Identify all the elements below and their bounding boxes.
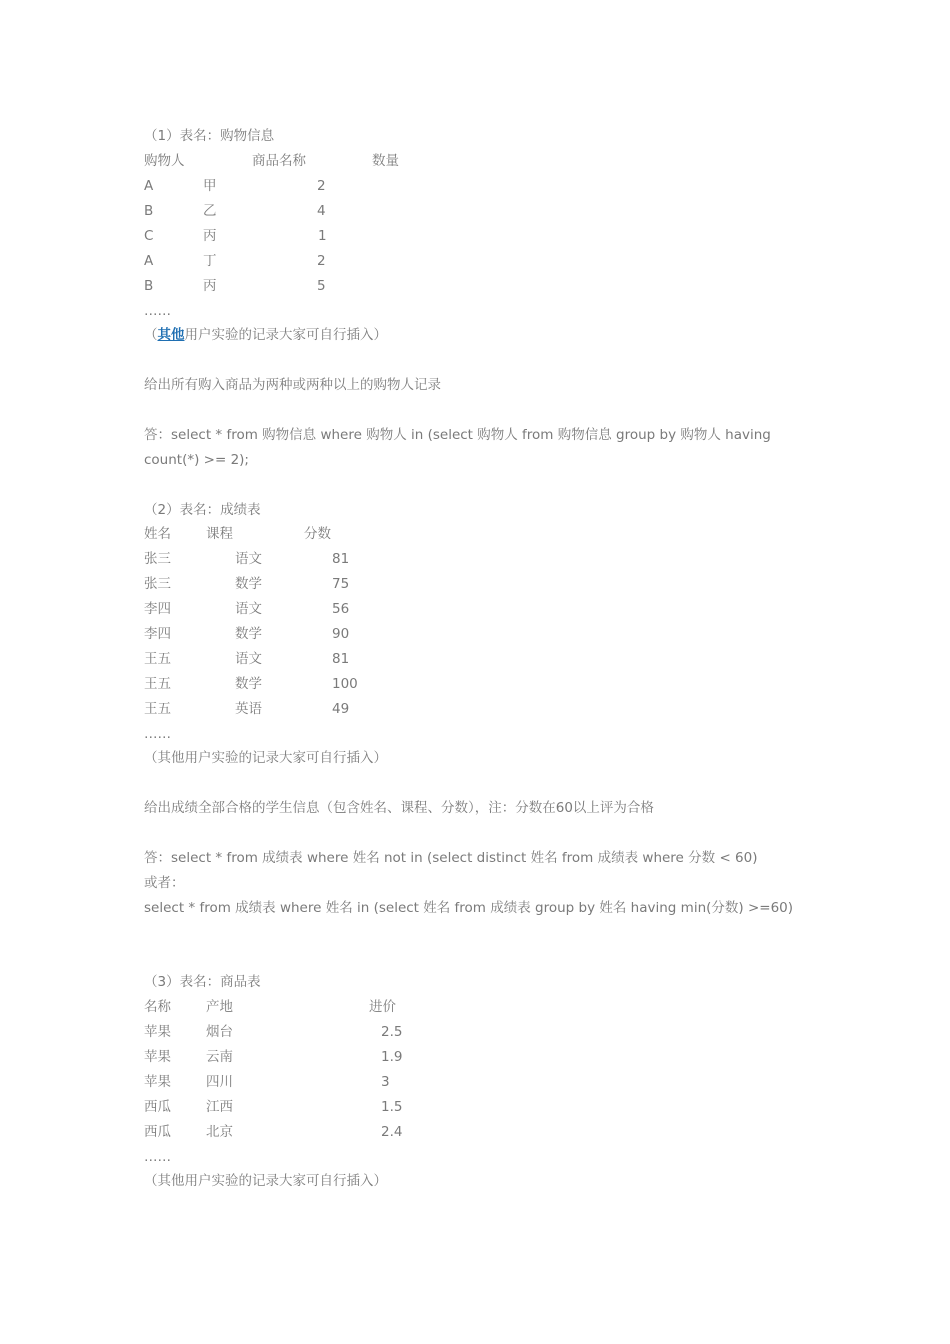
table-cell: 5 xyxy=(317,278,326,294)
section2-answer-line2: select * from 成绩表 where 姓名 in (select 姓名 from 成绩表 group by 姓名 having min(分数) >=60) xyxy=(144,900,794,916)
header-cell: 商品名称 xyxy=(252,153,306,169)
table-cell: 2.5 xyxy=(381,1024,403,1040)
table-cell: 81 xyxy=(332,551,350,567)
table-cell: 丙 xyxy=(203,278,217,294)
table-cell: 张三 xyxy=(144,576,171,592)
table-cell: 王五 xyxy=(144,651,171,667)
header-cell: 产地 xyxy=(206,999,233,1015)
section3-note: （其他用户实验的记录大家可自行插入） xyxy=(144,1173,387,1189)
table-cell: 81 xyxy=(332,651,350,667)
table-cell: 数学 xyxy=(235,626,262,642)
section1-answer-line1: 答：select * from 购物信息 where 购物人 in (select 购物人 from 购物信息 group by 购物人 having xyxy=(144,427,771,443)
table-cell: A xyxy=(144,253,154,269)
ellipsis: …… xyxy=(144,1149,171,1165)
table-cell: 乙 xyxy=(203,203,217,219)
table-cell: 苹果 xyxy=(144,1024,171,1040)
table-cell: 丙 xyxy=(203,228,217,244)
table-cell: 1 xyxy=(318,228,327,244)
section1-answer-line2: count(*) >= 2); xyxy=(144,452,249,468)
ellipsis: …… xyxy=(144,303,171,319)
section2-note: （其他用户实验的记录大家可自行插入） xyxy=(144,750,387,766)
header-cell: 名称 xyxy=(144,999,171,1015)
table-cell: 烟台 xyxy=(206,1024,233,1040)
note-text: 用户实验的记录大家可自行插入） xyxy=(184,327,387,343)
header-cell: 数量 xyxy=(372,153,399,169)
table-cell: 李四 xyxy=(144,626,171,642)
table-cell: 张三 xyxy=(144,551,171,567)
table-cell: 1.5 xyxy=(381,1099,403,1115)
other-link[interactable]: 其他 xyxy=(157,327,185,343)
section2-title: （2）表名：成绩表 xyxy=(144,502,261,518)
table-cell: 1.9 xyxy=(381,1049,403,1065)
table-cell: 90 xyxy=(332,626,350,642)
section2-answer-or: 或者： xyxy=(144,875,185,891)
table-cell: 四川 xyxy=(206,1074,233,1090)
header-cell: 购物人 xyxy=(144,153,185,169)
note-open: （ xyxy=(144,327,158,343)
table-cell: 49 xyxy=(332,701,350,717)
table-cell: 英语 xyxy=(235,701,262,717)
section2-answer-line1: 答：select * from 成绩表 where 姓名 not in (select distinct 姓名 from 成绩表 where 分数 < 60) xyxy=(144,850,758,866)
section3-title: （3）表名：商品表 xyxy=(144,974,261,990)
table-cell: 西瓜 xyxy=(144,1124,171,1140)
table-cell: 语文 xyxy=(235,651,262,667)
table-cell: 云南 xyxy=(206,1049,233,1065)
table-cell: 数学 xyxy=(235,676,262,692)
header-cell: 进价 xyxy=(369,999,396,1015)
table-cell: 100 xyxy=(332,676,358,692)
section1-note xyxy=(144,323,387,348)
table-cell: 2 xyxy=(317,253,326,269)
table-cell: B xyxy=(144,278,154,294)
table-cell: 王五 xyxy=(144,701,171,717)
table-cell: A xyxy=(144,178,154,194)
table-cell: B xyxy=(144,203,154,219)
table-cell: 李四 xyxy=(144,601,171,617)
section2-question: 给出成绩全部合格的学生信息（包含姓名、课程、分数），注：分数在60以上评为合格 xyxy=(144,800,654,816)
section1-question: 给出所有购入商品为两种或两种以上的购物人记录 xyxy=(144,377,441,393)
table-cell: 北京 xyxy=(206,1124,233,1140)
table-cell: 丁 xyxy=(203,253,217,269)
table-cell: C xyxy=(144,228,154,244)
table-cell: 西瓜 xyxy=(144,1099,171,1115)
header-cell: 姓名 xyxy=(144,526,171,542)
table-cell: 语文 xyxy=(235,601,262,617)
table-cell: 王五 xyxy=(144,676,171,692)
table-cell: 甲 xyxy=(203,178,217,194)
table-cell: 4 xyxy=(317,203,326,219)
section1-title: （1）表名：购物信息 xyxy=(144,128,275,144)
table-cell: 3 xyxy=(381,1074,390,1090)
table-cell: 江西 xyxy=(206,1099,233,1115)
table-cell: 苹果 xyxy=(144,1049,171,1065)
table-cell: 75 xyxy=(332,576,350,592)
header-cell: 分数 xyxy=(304,526,331,542)
table-cell: 苹果 xyxy=(144,1074,171,1090)
table-cell: 56 xyxy=(332,601,350,617)
header-cell: 课程 xyxy=(206,526,233,542)
table-cell: 2 xyxy=(317,178,326,194)
table-cell: 语文 xyxy=(235,551,262,567)
ellipsis: …… xyxy=(144,726,171,742)
table-cell: 2.4 xyxy=(381,1124,403,1140)
table-cell: 数学 xyxy=(235,576,262,592)
